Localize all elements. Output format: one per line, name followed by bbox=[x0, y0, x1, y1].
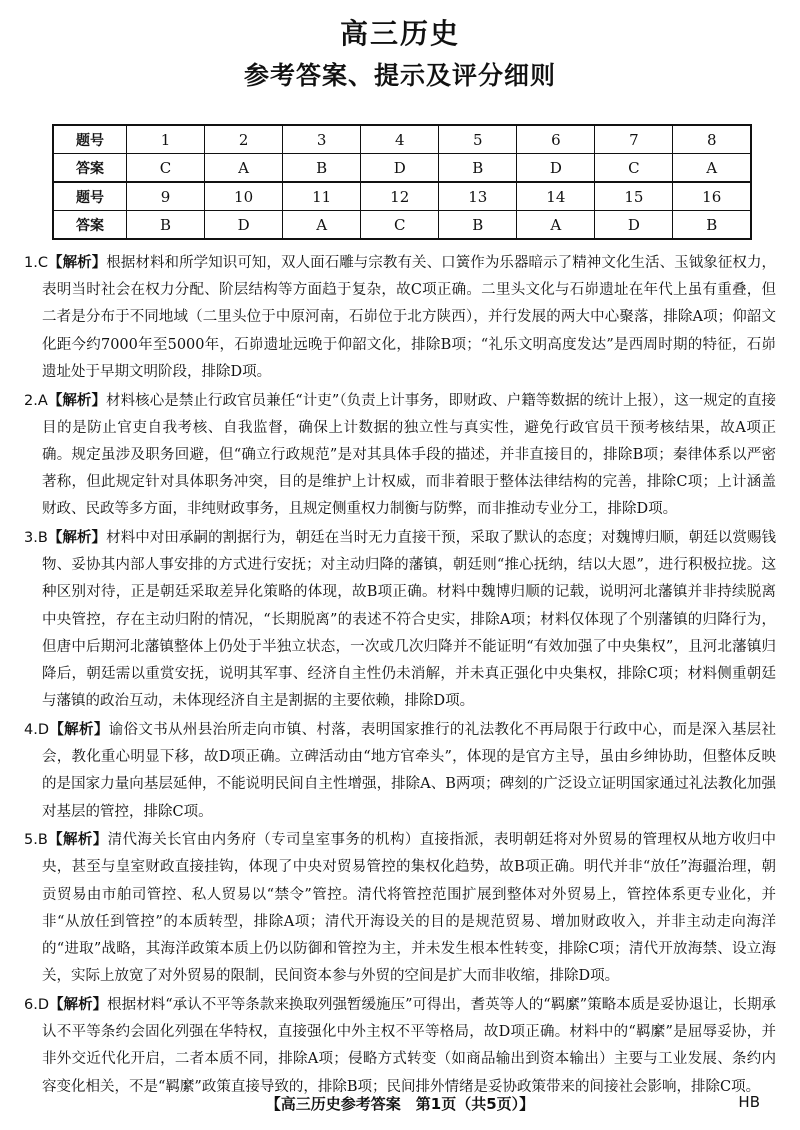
answer-cell: B bbox=[439, 211, 517, 240]
table-row-numbers-2 bbox=[53, 182, 751, 211]
explanation-item bbox=[24, 992, 776, 1101]
explanation-text: 材料核心是禁止行政官员兼任“计吏”（负责上计事务，即财政、户籍等数据的统计上报），这一规定的直接目的是防止官吏自我考核、自我监督，确保上计数据的独立性与真实性，避免行政官员干预考核结果，故A项正确。规定虽涉及职务回避，但“确立行政规范”是对其具体手段的描述，并非直接目的，排除B项；秦律体系以严密著称，但此规定针对具体职务冲突，目的是维护上计权威，而非着眼于整体法律结构的完善，排除C项；上计涵盖财政、民政等多方面，非纯财政事务，且规定侧重权力制衡与防弊，而非推动专业分工，排除D项。 bbox=[42, 392, 776, 518]
explanation-text: 材料中对田承嗣的割据行为，朝廷在当时无力直接干预，采取了默认的态度；对魏博归顺，朝廷以赏赐钱物、妥协其内部人事安排的方式进行安抚；对主动归降的藩镇，朝廷则“推心抚纳，结以大恩”，进行积极拉拢。这种区别对待，正是朝廷采取差异化策略的体现，故B项正确。材料中魏博归顺的记载，说明河北藩镇并非持续脱离中央管控，存在主动归附的情况，“长期脱离”的表述不符合史实，排除A项；材料仅体现了个别藩镇的归降行为，但唐中后期河北藩镇整体上仍处于半独立状态，一次或几次归降并不能证明“有效加强了中央集权”，且河北藩镇归降后，朝廷需以重赏安抚，说明其军事、经济自主性仍未消解，并未真正强化中央集权，排除C项；材料侧重朝廷与藩镇的政治互动，未体现经济自主是割据的主要依赖，排除D项。 bbox=[42, 530, 777, 710]
explanation-number: 1.C bbox=[24, 255, 48, 271]
row-label-number: 题号 bbox=[53, 125, 127, 154]
explanation-text: 根据材料和所学知识可知，双人面石雕与宗教有关、口簧作为乐器暗示了精神文化生活、玉钺象征权力，表明当时社会在权力分配、阶层结构等方面趋于复杂，故C项正确。二里头文化与石峁遗址在年代上虽有重叠，但二者是分布于不同地域（二里头位于中原河南，石峁位于北方陕西），并行发展的两大中心聚落，排除A项；仰韶文化距今约7000年至5000年，石峁遗址远晚于仰韶文化，排除B项；“礼乐文明高度发达”是西周时期的特征，石峁遗址处于早期文明阶段，排除D项。 bbox=[42, 255, 777, 380]
explanation-number: 2.A bbox=[24, 392, 48, 409]
row-label-answer: 答案 bbox=[53, 154, 127, 183]
explanation-text: 根据材料“承认不平等条款来换取列强暂缓施压”可得出，耆英等人的“羁縻”策略本质是妥协退让，长期承认不平等条约会固化列强在华特权，直接强化中外主权不平等格局，故D项正确。材料中的“羁縻”是屈辱妥协，并非外交近代化开启，二者本质不同，排除A项；侵略方式转变（如商品输出到资本输出）主要与工业发展、条约内容变化相关，不是“羁縻”政策直接导致的，排除B项；民间排外情绪是妥协政策带来的间接社会影响，排除C项。 bbox=[42, 996, 777, 1095]
explanation-number: 4.D bbox=[24, 721, 49, 738]
explanation-item bbox=[24, 388, 776, 524]
answer-cell: B bbox=[673, 211, 751, 240]
explanation-item bbox=[24, 717, 776, 826]
explanation-text: 清代海关长官由内务府（专司皇室事务的机构）直接指派，表明朝廷将对外贸易的管理权从地方收归中央，甚至与皇室财政直接挂钩，体现了中央对贸易管控的集权化趋势，故B项正确。明代并非“放任”海疆治理，朝贡贸易由市舶司管控、私人贸易以“禁令”管控。清代将管控范围扩展到整体对外贸易上，管控体系更专业化，并非“从放任到管控”的本质转型，排除A项；清代开海设关的目的是规范贸易、增加财政收入，并非主动走向海洋的“进取”战略，其海洋政策本质上仍以防御和管控为主，并未发生根本性转变，排除C项；清代开放海禁、设立海关，实际上放宽了对外贸易的限制，民间资本参与外贸的空间是扩大而非收缩，排除D项。 bbox=[42, 832, 777, 985]
question-number: 11 bbox=[283, 182, 361, 211]
question-number: 15 bbox=[595, 182, 673, 211]
explanation-number: 6.D bbox=[24, 996, 49, 1013]
answer-cell: B bbox=[439, 154, 517, 183]
question-number: 5 bbox=[439, 125, 517, 154]
answer-cell: D bbox=[517, 154, 595, 183]
explanation-number: 3.B bbox=[24, 530, 48, 547]
footer-code: HB bbox=[738, 1093, 760, 1111]
explanation-number: 5.B bbox=[24, 832, 48, 849]
question-number: 1 bbox=[127, 125, 205, 154]
question-number: 16 bbox=[673, 182, 751, 211]
explanation-item bbox=[24, 827, 776, 990]
row-label-answer: 答案 bbox=[53, 211, 127, 240]
question-number: 9 bbox=[127, 182, 205, 211]
answer-cell: D bbox=[595, 211, 673, 240]
answer-cell: B bbox=[283, 154, 361, 183]
analysis-tag: 【解析】 bbox=[47, 832, 108, 849]
answer-table bbox=[52, 124, 752, 240]
answer-cell: C bbox=[127, 154, 205, 183]
table-row-answers-2 bbox=[53, 211, 751, 240]
table-row-numbers-1 bbox=[53, 125, 751, 154]
page-title: 高三历史 bbox=[339, 17, 460, 50]
question-number: 4 bbox=[361, 125, 439, 154]
answer-cell: D bbox=[205, 211, 283, 240]
question-number: 14 bbox=[517, 182, 595, 211]
answer-cell: A bbox=[283, 211, 361, 240]
question-number: 12 bbox=[361, 182, 439, 211]
table-row-answers-1 bbox=[53, 154, 751, 183]
answer-cell: A bbox=[205, 154, 283, 183]
question-number: 7 bbox=[595, 125, 673, 154]
question-number: 10 bbox=[205, 182, 283, 211]
explanation-list bbox=[24, 250, 776, 1102]
answer-cell: A bbox=[673, 154, 751, 183]
explanation-text: 谕俗文书从州县治所走向市镇、村落，表明国家推行的礼法教化不再局限于行政中心，而是深入基层社会，教化重心明显下移，故D项正确。立碑活动由“地方官牵头”，体现的是官方主导，虽由乡绅协助，但整体反映的是国家力量向基层延伸，不能说明民间自主性增强，排除A、B两项；碑刻的广泛设立证明国家通过礼法教化加强对基层的管控，排除C项。 bbox=[42, 721, 776, 820]
analysis-tag: 【解析】 bbox=[49, 996, 108, 1013]
question-number: 8 bbox=[673, 125, 751, 154]
answer-cell: B bbox=[127, 211, 205, 240]
question-number: 6 bbox=[517, 125, 595, 154]
answer-cell: D bbox=[361, 154, 439, 183]
analysis-tag: 【解析】 bbox=[47, 530, 107, 547]
row-label-number: 题号 bbox=[53, 182, 127, 211]
answer-cell: C bbox=[361, 211, 439, 240]
analysis-tag: 【解析】 bbox=[47, 255, 107, 271]
answer-cell: C bbox=[595, 154, 673, 183]
question-number: 3 bbox=[283, 125, 361, 154]
question-number: 13 bbox=[439, 182, 517, 211]
analysis-tag: 【解析】 bbox=[47, 392, 107, 409]
answer-cell: A bbox=[517, 211, 595, 240]
question-number: 2 bbox=[205, 125, 283, 154]
explanation-item bbox=[24, 525, 776, 715]
explanation-item bbox=[24, 250, 776, 386]
page-footer: 【高三历史参考答案 第1页（共5页）】 bbox=[265, 1095, 535, 1113]
analysis-tag: 【解析】 bbox=[49, 721, 109, 738]
page-subtitle: 参考答案、提示及评分细则 bbox=[243, 61, 556, 90]
